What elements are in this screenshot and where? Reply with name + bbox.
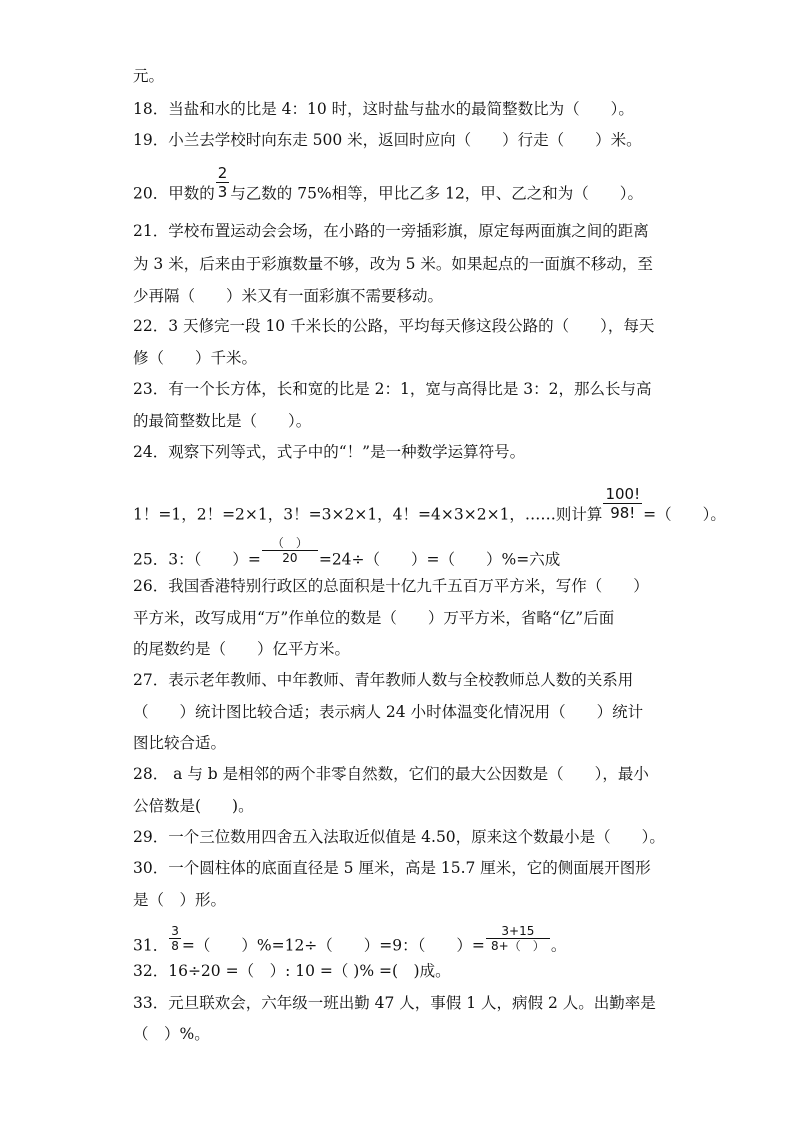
question-27-line-3: 图比较合适。 <box>133 734 227 752</box>
question-20-post: 与乙数的 75%相等，甲比乙多 12，甲、乙之和为（ ）。 <box>230 184 644 203</box>
fraction-denominator: 8 <box>171 939 179 953</box>
question-21-line-1: 21．学校布置运动会会场，在小路的一旁插彩旗，原定每两面旗之间的距离 <box>133 222 649 240</box>
question-21-line-2: 为 3 米，后来由于彩旗数量不够，改为 5 米。如果起点的一面旗不移动，至 <box>133 255 653 273</box>
fraction-numerator: 2 <box>217 164 228 182</box>
fraction-numerator: （ ） <box>262 536 318 551</box>
fraction-100-factorial-over-98-factorial <box>603 485 642 522</box>
question-27-line-1: 27．表示老年教师、中年教师、青年教师人数与全校教师总人数的关系用 <box>133 671 634 689</box>
question-20 <box>133 164 644 213</box>
fraction-numerator: 100! <box>605 485 641 503</box>
question-31-mid: =（ ）%=12÷（ ）=9：（ ）= <box>181 936 485 955</box>
question-18: 18．当盐和水的比是 4：10 时，这时盐与盐水的最简整数比为（ ）。 <box>133 100 634 118</box>
question-23-line-2: 的最简整数比是（ ）。 <box>133 412 312 430</box>
question-27-line-2: （ ）统计图比较合适；表示病人 24 小时体温变化情况用（ ）统计 <box>133 703 644 721</box>
question-31-pre: 31． <box>133 936 169 955</box>
question-24-post: =（ ）。 <box>643 505 726 524</box>
question-28-line-2: 公倍数是( )。 <box>133 797 254 815</box>
question-24-pre: 1！=1，2！=2×1，3！=3×2×1，4！=4×3×2×1，……则计算 <box>133 505 603 524</box>
question-22-line-1: 22．3 天修完一段 10 千米长的公路，平均每天修这段公路的（ ），每天 <box>133 317 655 335</box>
fraction-denominator: 3 <box>217 183 228 201</box>
line-tail: 元。 <box>133 67 165 85</box>
fraction-3-8 <box>169 924 181 953</box>
question-26-line-1: 26．我国香港特别行政区的总面积是十亿九千五百万平方米，写作（ ） <box>133 577 649 595</box>
question-28-line-1: 28． a 与 b 是相邻的两个非零自然数，它们的最大公因数是（ ），最小 <box>133 765 649 783</box>
question-30-line-2: 是（ ）形。 <box>133 891 227 909</box>
fraction-numerator: 3+15 <box>486 924 550 939</box>
question-32: 32．16÷20 =（ ）: 10 =（ )% =( )成。 <box>133 962 451 980</box>
question-31 <box>133 924 567 961</box>
question-22-line-2: 修（ ）千米。 <box>133 349 258 367</box>
fraction-denominator: 98! <box>610 504 636 522</box>
question-24-line-1: 24．观察下列等式，式子中的“！”是一种数学运算符号。 <box>133 443 526 461</box>
question-20-pre: 20．甲数的 <box>133 184 215 203</box>
fraction-numerator: 3 <box>171 924 179 938</box>
fraction-denominator: 8+（ ） <box>491 939 545 953</box>
question-33-line-2: （ ）%。 <box>133 1025 210 1043</box>
question-21-line-3: 少再隔（ ）米又有一面彩旗不需要移动。 <box>133 287 444 305</box>
fraction-3-plus-15-over-8-plus-blank <box>486 924 550 953</box>
question-25 <box>133 536 561 575</box>
question-29: 29．一个三位数用四舍五入法取近似值是 4.50，原来这个数最小是（ ）。 <box>133 828 665 846</box>
fraction-2-3 <box>216 164 230 201</box>
fraction-blank-over-20 <box>262 536 318 565</box>
question-25-pre: 25．3：（ ）= <box>133 550 261 569</box>
question-23-line-1: 23．有一个长方体，长和宽的比是 2：1，宽与高得比是 3：2，那么长与高 <box>133 380 652 398</box>
question-33-line-1: 33．元旦联欢会，六年级一班出勤 47 人，事假 1 人，病假 2 人。出勤率是 <box>133 994 656 1012</box>
question-26-line-3: 的尾数约是（ ）亿平方米。 <box>133 640 351 658</box>
question-31-post: 。 <box>550 936 567 955</box>
question-19: 19．小兰去学校时向东走 500 米，返回时应向（ ）行走（ ）米。 <box>133 131 642 149</box>
question-30-line-1: 30．一个圆柱体的底面直径是 5 厘米，高是 15.7 厘米，它的侧面展开图形 <box>133 859 651 877</box>
fraction-denominator: 20 <box>282 551 298 565</box>
question-25-post: =24÷（ ）=（ ）%=六成 <box>318 550 561 569</box>
question-24-line-2 <box>133 485 726 534</box>
question-26-line-2: 平方米，改写成用“万”作单位的数是（ ）万平方米，省略“亿”后面 <box>133 609 615 627</box>
